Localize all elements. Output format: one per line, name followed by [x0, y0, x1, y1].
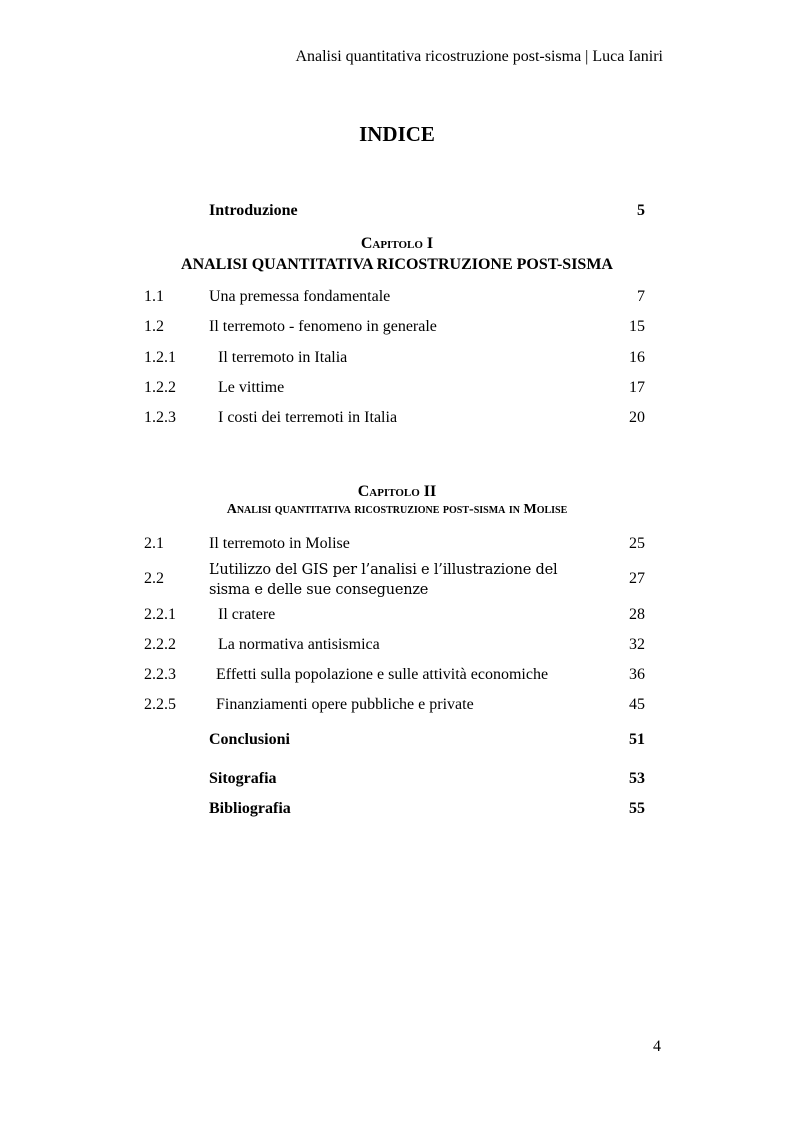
toc-entry-label: Una premessa fondamentale: [209, 288, 391, 305]
toc-entry-page: 20: [629, 409, 645, 426]
chapter1-subtitle: ANALISI QUANTITATIVA RICOSTRUZIONE POST-SISMA: [181, 256, 613, 273]
toc-entry-page: 7: [637, 288, 645, 305]
running-header: Analisi quantitativa ricostruzione post-sisma | Luca Ianiri: [295, 48, 663, 65]
toc-entry-number: 2.2: [144, 570, 164, 587]
toc-entry-label: Il terremoto - fenomeno in generale: [209, 318, 437, 335]
toc-bibliografia-label: Bibliografia: [209, 800, 291, 817]
toc-entry-label: Il cratere: [218, 606, 276, 623]
toc-entry-page: 36: [629, 666, 645, 683]
toc-entry-number: 2.2.1: [144, 606, 176, 623]
toc-entry-number: 2.2.5: [144, 696, 176, 713]
toc-entry-number: 1.2: [144, 318, 164, 335]
toc-entry-number: 1.2.3: [144, 409, 176, 426]
toc-entry-page: 28: [629, 606, 645, 623]
toc-entry-number: 1.1: [144, 288, 164, 305]
toc-entry-page: 32: [629, 636, 645, 653]
toc-conclusioni-page: 51: [629, 731, 645, 748]
page-title: INDICE: [359, 122, 435, 146]
toc-intro-label: Introduzione: [209, 202, 298, 219]
toc-entry-label: Effetti sulla popolazione e sulle attività economiche: [216, 666, 549, 683]
toc-entry-page: 45: [629, 696, 645, 713]
toc-entry-number: 2.1: [144, 535, 164, 552]
toc-entry-page: 27: [629, 570, 645, 587]
toc-entry-number: 1.2.1: [144, 349, 176, 366]
toc-entry-page: 17: [629, 379, 645, 396]
toc-entry-label: I costi dei terremoti in Italia: [218, 409, 398, 426]
toc-bibliografia-page: 55: [629, 800, 645, 817]
toc-sitografia-page: 53: [629, 770, 645, 787]
toc-conclusioni-label: Conclusioni: [209, 731, 290, 748]
toc-entry-page: 15: [629, 318, 645, 335]
toc-entry-number: 2.2.3: [144, 666, 176, 683]
toc-sitografia-label: Sitografia: [209, 770, 277, 787]
page-number: 4: [653, 1038, 661, 1055]
toc-entry-label: Il terremoto in Molise: [209, 535, 350, 552]
toc-intro-page: 5: [637, 202, 645, 219]
toc-entry-number: 1.2.2: [144, 379, 176, 396]
toc-entry-label: Le vittime: [218, 379, 285, 396]
toc-entry-label: Finanziamenti opere pubbliche e private: [216, 696, 474, 713]
toc-entry-label: Il terremoto in Italia: [218, 349, 348, 366]
toc-entry-page: 25: [629, 535, 645, 552]
toc-entry-page: 16: [629, 349, 645, 366]
toc-entry-number: 2.2.2: [144, 636, 176, 653]
toc-entry-label: La normativa antisismica: [218, 636, 380, 653]
chapter2-subtitle: Analisi quantitativa ricostruzione post-sisma in Molise: [226, 502, 568, 517]
chapter2-heading: Capitolo II: [357, 483, 437, 500]
toc-entry-label: L’utilizzo del GIS per l’analisi e l’illustrazione del sisma e delle sue conseguenze: [209, 562, 558, 598]
chapter1-heading: Capitolo I: [360, 235, 434, 252]
